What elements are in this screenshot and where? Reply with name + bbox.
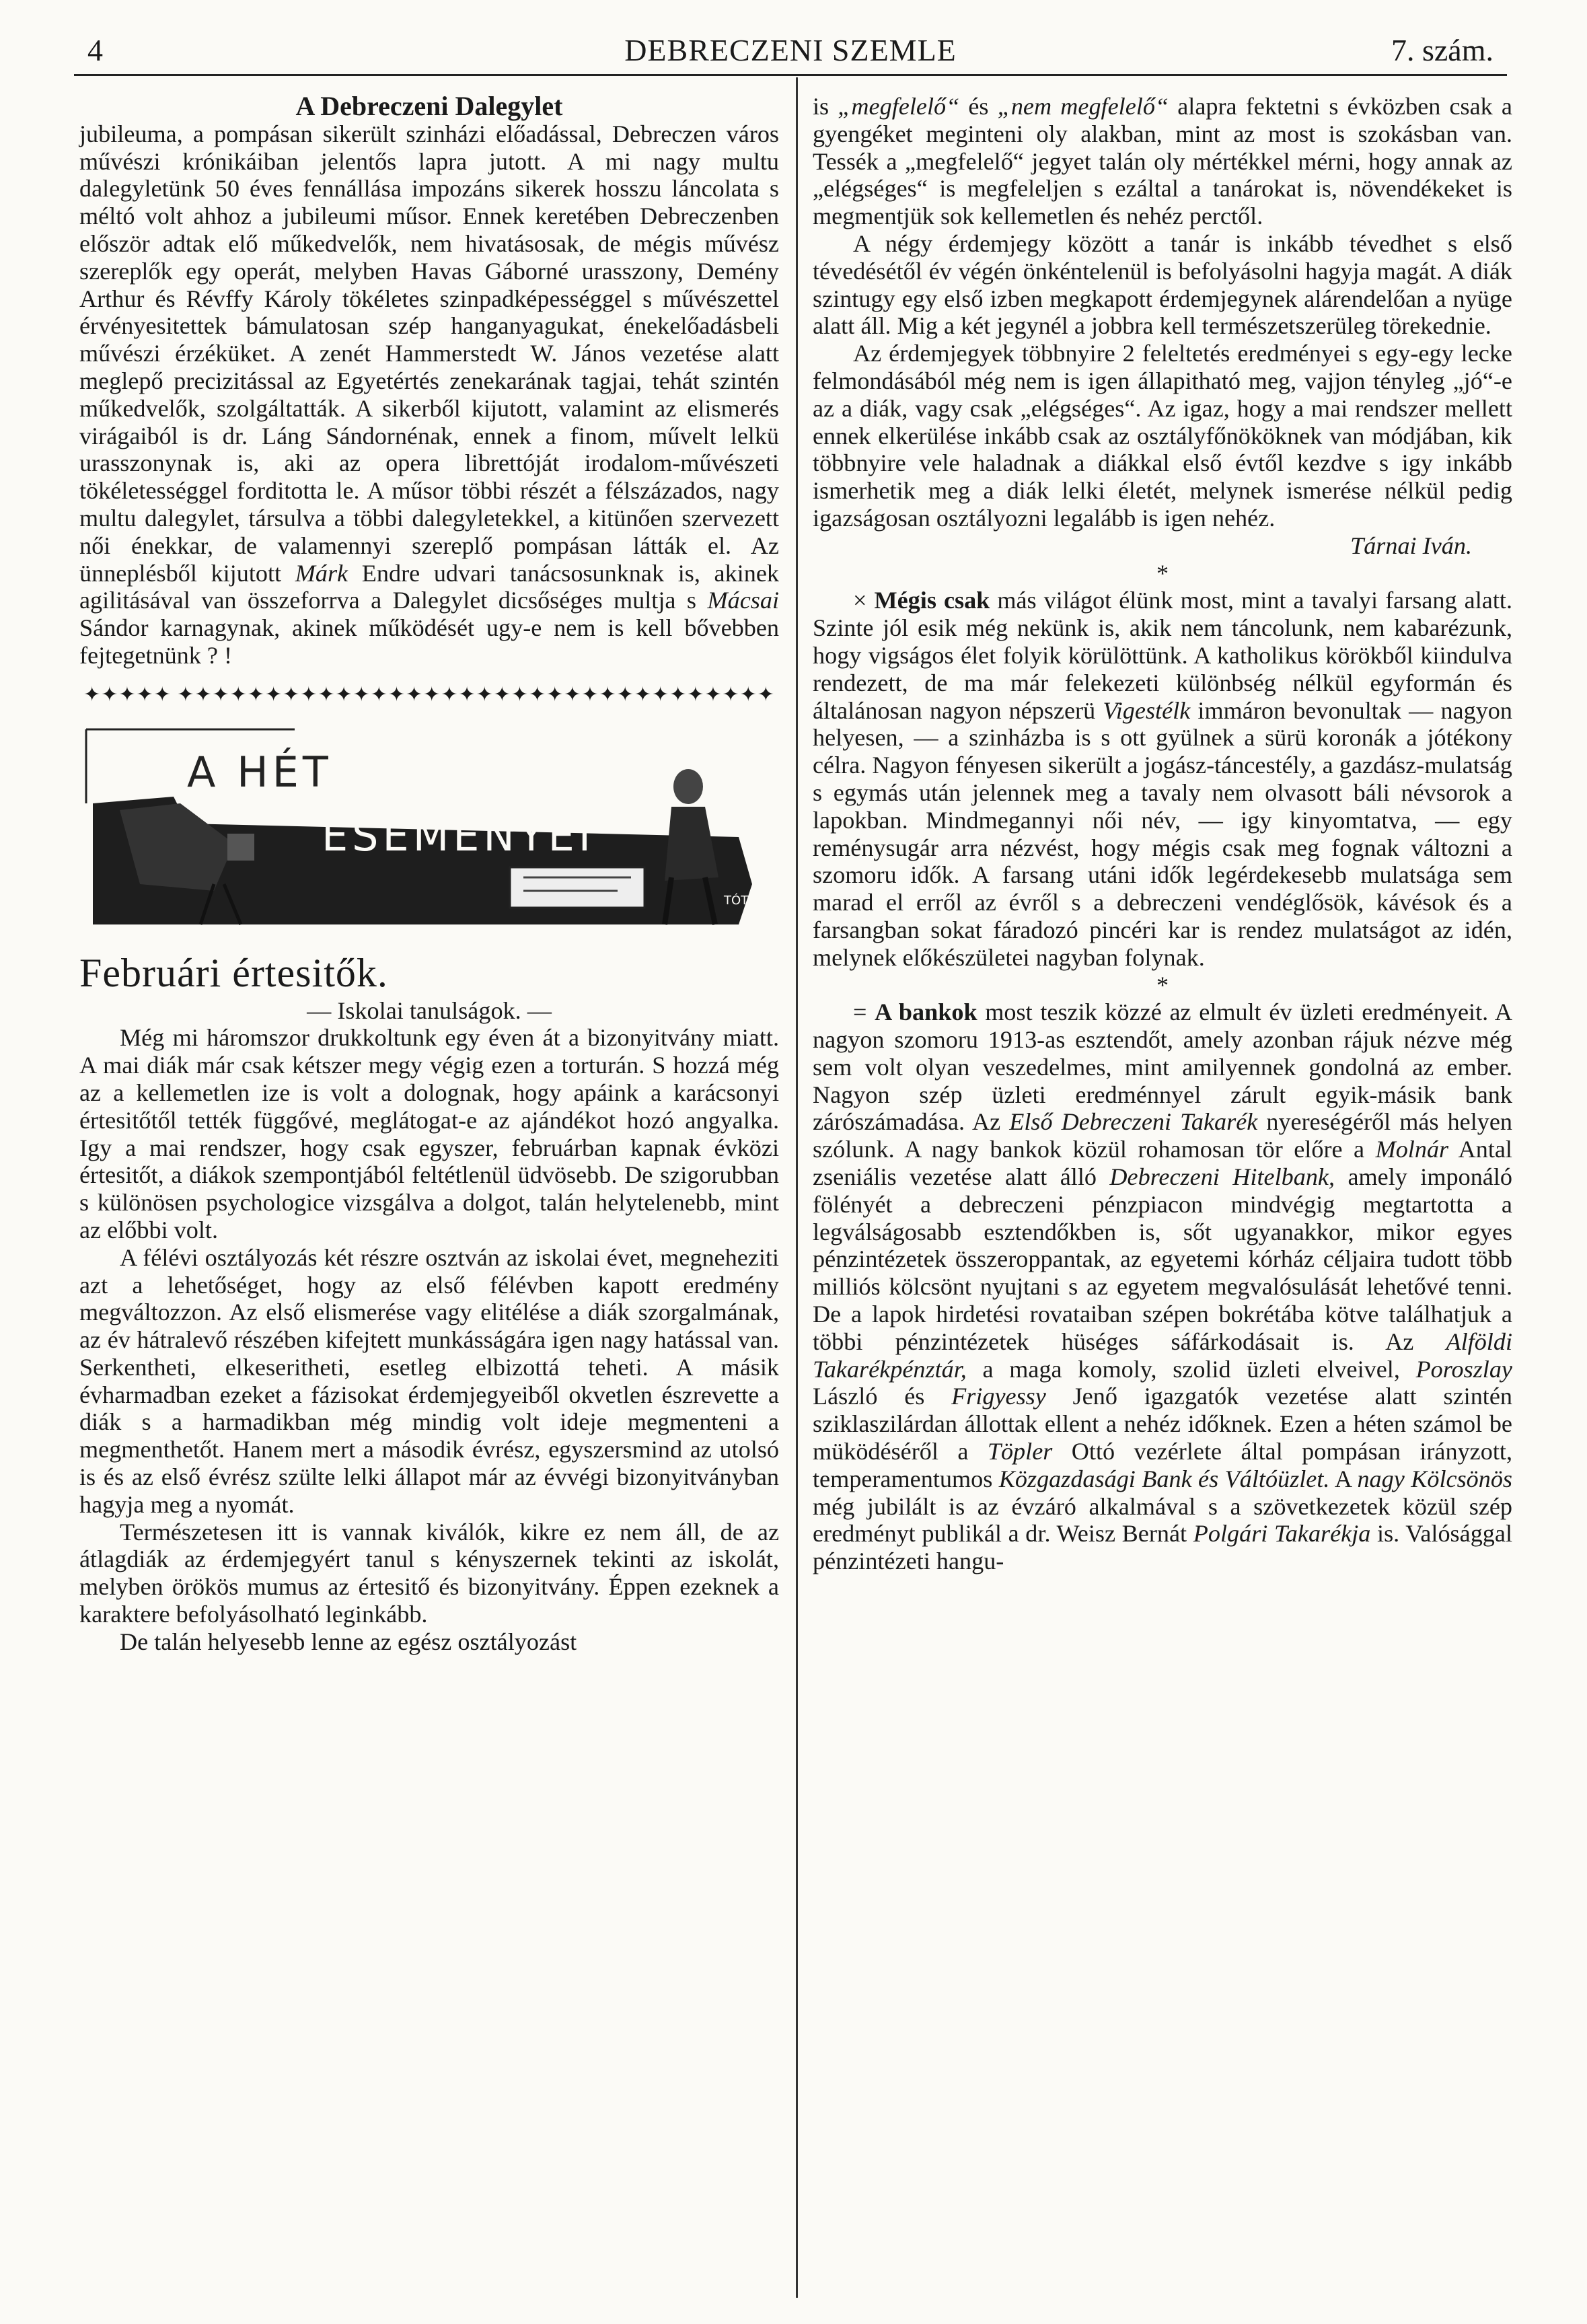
banner-line1: A HÉT xyxy=(187,747,332,797)
section-separator: * xyxy=(1156,559,1169,587)
paragraph: A félévi osztályozás két részre osztván az iskolai évet, megneheziti azt a lehetőséget, hogy az első félévben kapott eredmény megváltozzon. Az első elismerése vagy elitélése a diák szorgalmának, az év hátralevő részében kifejtett munkásságára igen nagy hatással van. Serkentheti, elkeseritheti, esetleg elbizottá teheti. A másik évharmadban ezeket a fázisokat érdemjegyeiből okvetlen észrevette a diák s a harmadikban még mindig volt ideje megmenteni a megmenthetőt. Hanem mert a második évrész, egyszersmind az utolsó is és az első évrész szülte lelki állapot már az évvégi bizonyitványban hagyja meg a nyomát. xyxy=(79,1243,779,1518)
bankok-paragraph: = A bankok most teszik közzé az elmult év üzleti eredményeit. A nagyon szomoru 1913-as esztendőt, amely azonban rájuk nézve még sem volt olyan veszedelmes, mint amilyennek gondolná az ember. Nagyon szép üzleti eredménnyel zárult egyik-másik bank zárószámadása. Az Első Debreczeni Takarék nyereségéről más helyen szólunk. A nagy bankok közül rohamosan tör előre a Molnár Antal zseniális vezetése alatt álló Debreczeni Hitelbank, amely imponáló fölényét a debreczeni pénzpiacon mindvégig megtartotta a legválságosabb esztendőkben is, sőt ugyanakkor, mikor egyes pénzintézetek összeroppantak, az egyetemi kórház céljaira tudott több milliós kölcsönt nyujtani s az egyetem megvalósulását lehetővé tenni. De a lapok hirdetési rovataiban szépen bokrétába kötve találhatjuk a többi pénzintézetek hüséges sáfárkodásait is. Az Alföldi Takarékpénztár, a maga komoly, szolid üzleti elveivel, Poroszlay László és Frigyessy Jenő igazgatók vezetése alatt szintén sziklaszilárdan állottak ellent a nehéz időknek. Ezen a héten számol be müködéséről a Töpler Ottó vezérlete által pompásan irányzott, temperamentumos Közgazdasági Bank és Váltóüzlet. A nagy Kölcsönös még jubilált is az évzáró alkalmával s a szövetkezetek közül szép eredményt publikál a dr. Weisz Bernát Polgári Takarékja is. Valósággal pénzintézeti hangu- xyxy=(813,998,1513,1575)
right-column xyxy=(813,93,1512,1575)
paragraph: A négy érdemjegy között a tanár is inkább tévedhet s első tévedésétől év végén önkéntelenül is befolyásolni hagyja magát. A diák szintugy egy első izben megkapott érdemjegynek alárendelőan a nyüge alatt áll. Mig a két jegynél a jobbra kell természetszerüleg törekednie. xyxy=(813,229,1512,340)
author-signature: Tárnai Iván. xyxy=(1350,532,1472,559)
paragraph: De talán helyesebb lenne az egész osztályozást xyxy=(120,1628,577,1655)
page-header xyxy=(74,27,1507,76)
section-separator: * xyxy=(1156,971,1169,998)
column-divider xyxy=(796,77,798,2298)
paragraph: Még mi háromszor drukkoltunk egy éven át a bizonyitvány miatt. A mai diák már csak kétszer megy végig ezen a torturán. S hozzá még az a kellemetlen ize is volt a dolognak, hogy apáink a karácsonyi értesitőtől tették függővé, meglátogat-e az ajándékot hozó angyalka. Igy a mai rendszer, hogy csak egyszer, februárban kapnak évközi értesitőt, a diákok szempontjából feltétlenül üdvösebb. De szigorubban s különösen psychologice vizsgálva a dolgot, talán helytelenebb, mint az előbbi volt. xyxy=(79,1024,779,1243)
article-subtitle: — Iskolai tanulságok. — xyxy=(307,996,552,1024)
paragraph: is „megfelelő“ és „nem megfelelő“ alapra fektetni s évközben csak a gyengéket meginteni oly alakban, mint az most is szokásban van. Tessék a „megfelelő“ jegyet talán oly mértékkel mérni, hogy annak az „elégséges“ is megfeleljen s ezáltal a tanárokat is, növendékeket is megmentjük sok kellemetlen és nehéz perctől. xyxy=(813,93,1512,230)
paragraph: Az érdemjegyek többnyire 2 feleltetés eredményei s egy-egy lecke felmondásából még nem is igen állapitható meg, vajjon tényleg „jó“-e az a diák, vagy csak „elégséges“. Az igaz, hogy a mai rendszer mellett ennek elkerülése inkább csak az osztályfőnököknek van módjában, kik többnyire vele haladnak a diákkal első évtől kezdve s igy inkább ismerhetik meg a diák lelki életét, melynek ismerése nélkül pedig igazságosan osztályozni legalább is igen nehéz. xyxy=(813,340,1512,532)
megis-csak-paragraph: × Mégis csak más világot élünk most, mint a tavalyi farsang alatt. Szinte jól esik még nekünk is, akik nem táncolunk, nem kabarézunk, hogy vigságos élet folyik körülöttünk. A katholikus körökből kiindulva rendezett, de ma már felekezeti különbség nélkül egyformán és általánosan nagyon népszerü Vigestélk immáron bevonultak — nagyon helyesen, — a szinházba is s ott gyülnek a sürü koronák a jótékony célra. Nagyon fényesen sikerült a jogász-táncestély, a gazdász-mulatság s egymás után jelennek meg a tavaly nem olvasott báli névsorok a lapokban. Mindmegannyi női név, — igy kinyomtatva, — egy reménysugár arra nézvést, hogy mégis csak meg fognak változni a szomoru idők. A farsang utáni idők legérdekesebb mulatsága sem marad el erről az évről s a debreczeni vendéglősök, kávésok és a farsangban sokat fáradozó pincéri kar is rendez mulatságot az idén, melynek előkészületei nagyban folynak. xyxy=(813,587,1512,971)
left-column xyxy=(79,91,792,1656)
dalegylet-paragraph: jubileuma, a pompásan sikerült szinházi előadással, Debreczen város művészi krónikáiban jelentős lapra jutott. A mi nagy multu dalegyletünk 50 éves fennállása impozáns sikerek hosszu láncolata s méltó volt ahhoz a jubileumi műsor. Ennek keretében Debreczenben először adtak elő műkedvelők, nem hivatásosak, de mégis művész szereplők egy operát, melyben Havas Gáborné urasszony, Demény Arthur és Révffy Károly tökéletes szinpadképességgel s művészettel érvényesitettek bámulatosan szép hanganyagukat, énekelőadásbeli művészi érzéküket. A zenét Hammerstedt W. János vezetése alatt meglepő precizitással az Egyetértés zenekarának tagjai, tehát szintén műkedvelők, szolgáltatták. A sikerből kijutott, valamint az elismerés virágaiból is dr. Láng Sándornénak, ennek a finom, művelt lelkü urasszonynak is, aki az opera librettóját irodalom-művészeti tökéletességgel forditotta le. A műsor többi részét a félszázados, nagy multu dalegylet, társulva a többi dalegyletekkel, a kitünően szervezett női énekkar, de valamennyi szereplő pompásan látták el. Az ünneplésből kijutott Márk Endre udvari tanácsosunknak is, akinek agilitásával van összeforrva a Dalegylet dicsőséges multja s Mácsai Sándor karnagynak, akinek működését ugy-e nem is kell bővebben fejtegetnünk ? ! xyxy=(79,120,779,669)
banner-illustration xyxy=(79,723,792,945)
week-events-banner xyxy=(79,723,792,945)
article-title: Februári értesitők. xyxy=(79,950,388,995)
banner-line2: ESEMÉNYEI xyxy=(322,811,595,861)
dalegylet-title: A Debreczeni Dalegylet xyxy=(295,91,563,121)
ornament-divider: ✦✦✦✦✦ ✦✦✦✦✦✦✦✦✦✦✦✦✦✦✦✦✦✦✦✦✦✦✦✦✦✦✦✦✦✦✦✦✦✦ xyxy=(83,683,775,706)
banner-signature: TÓTH 1912 xyxy=(724,893,792,908)
issue-number: 7. szám. xyxy=(1391,33,1493,67)
page-number: 4 xyxy=(87,33,103,67)
journal-title: DEBRECZENI SZEMLE xyxy=(624,33,957,67)
paragraph: Természetesen itt is vannak kiválók, kikre ez nem áll, de az átlagdiák az érdemjegyért tanul s kényszernek tekinti az iskolát, melyben örökös mumus az értesitő és bizonyitvány. Éppen ezeknek a karaktere befolyásolható leginkább. xyxy=(79,1518,779,1628)
